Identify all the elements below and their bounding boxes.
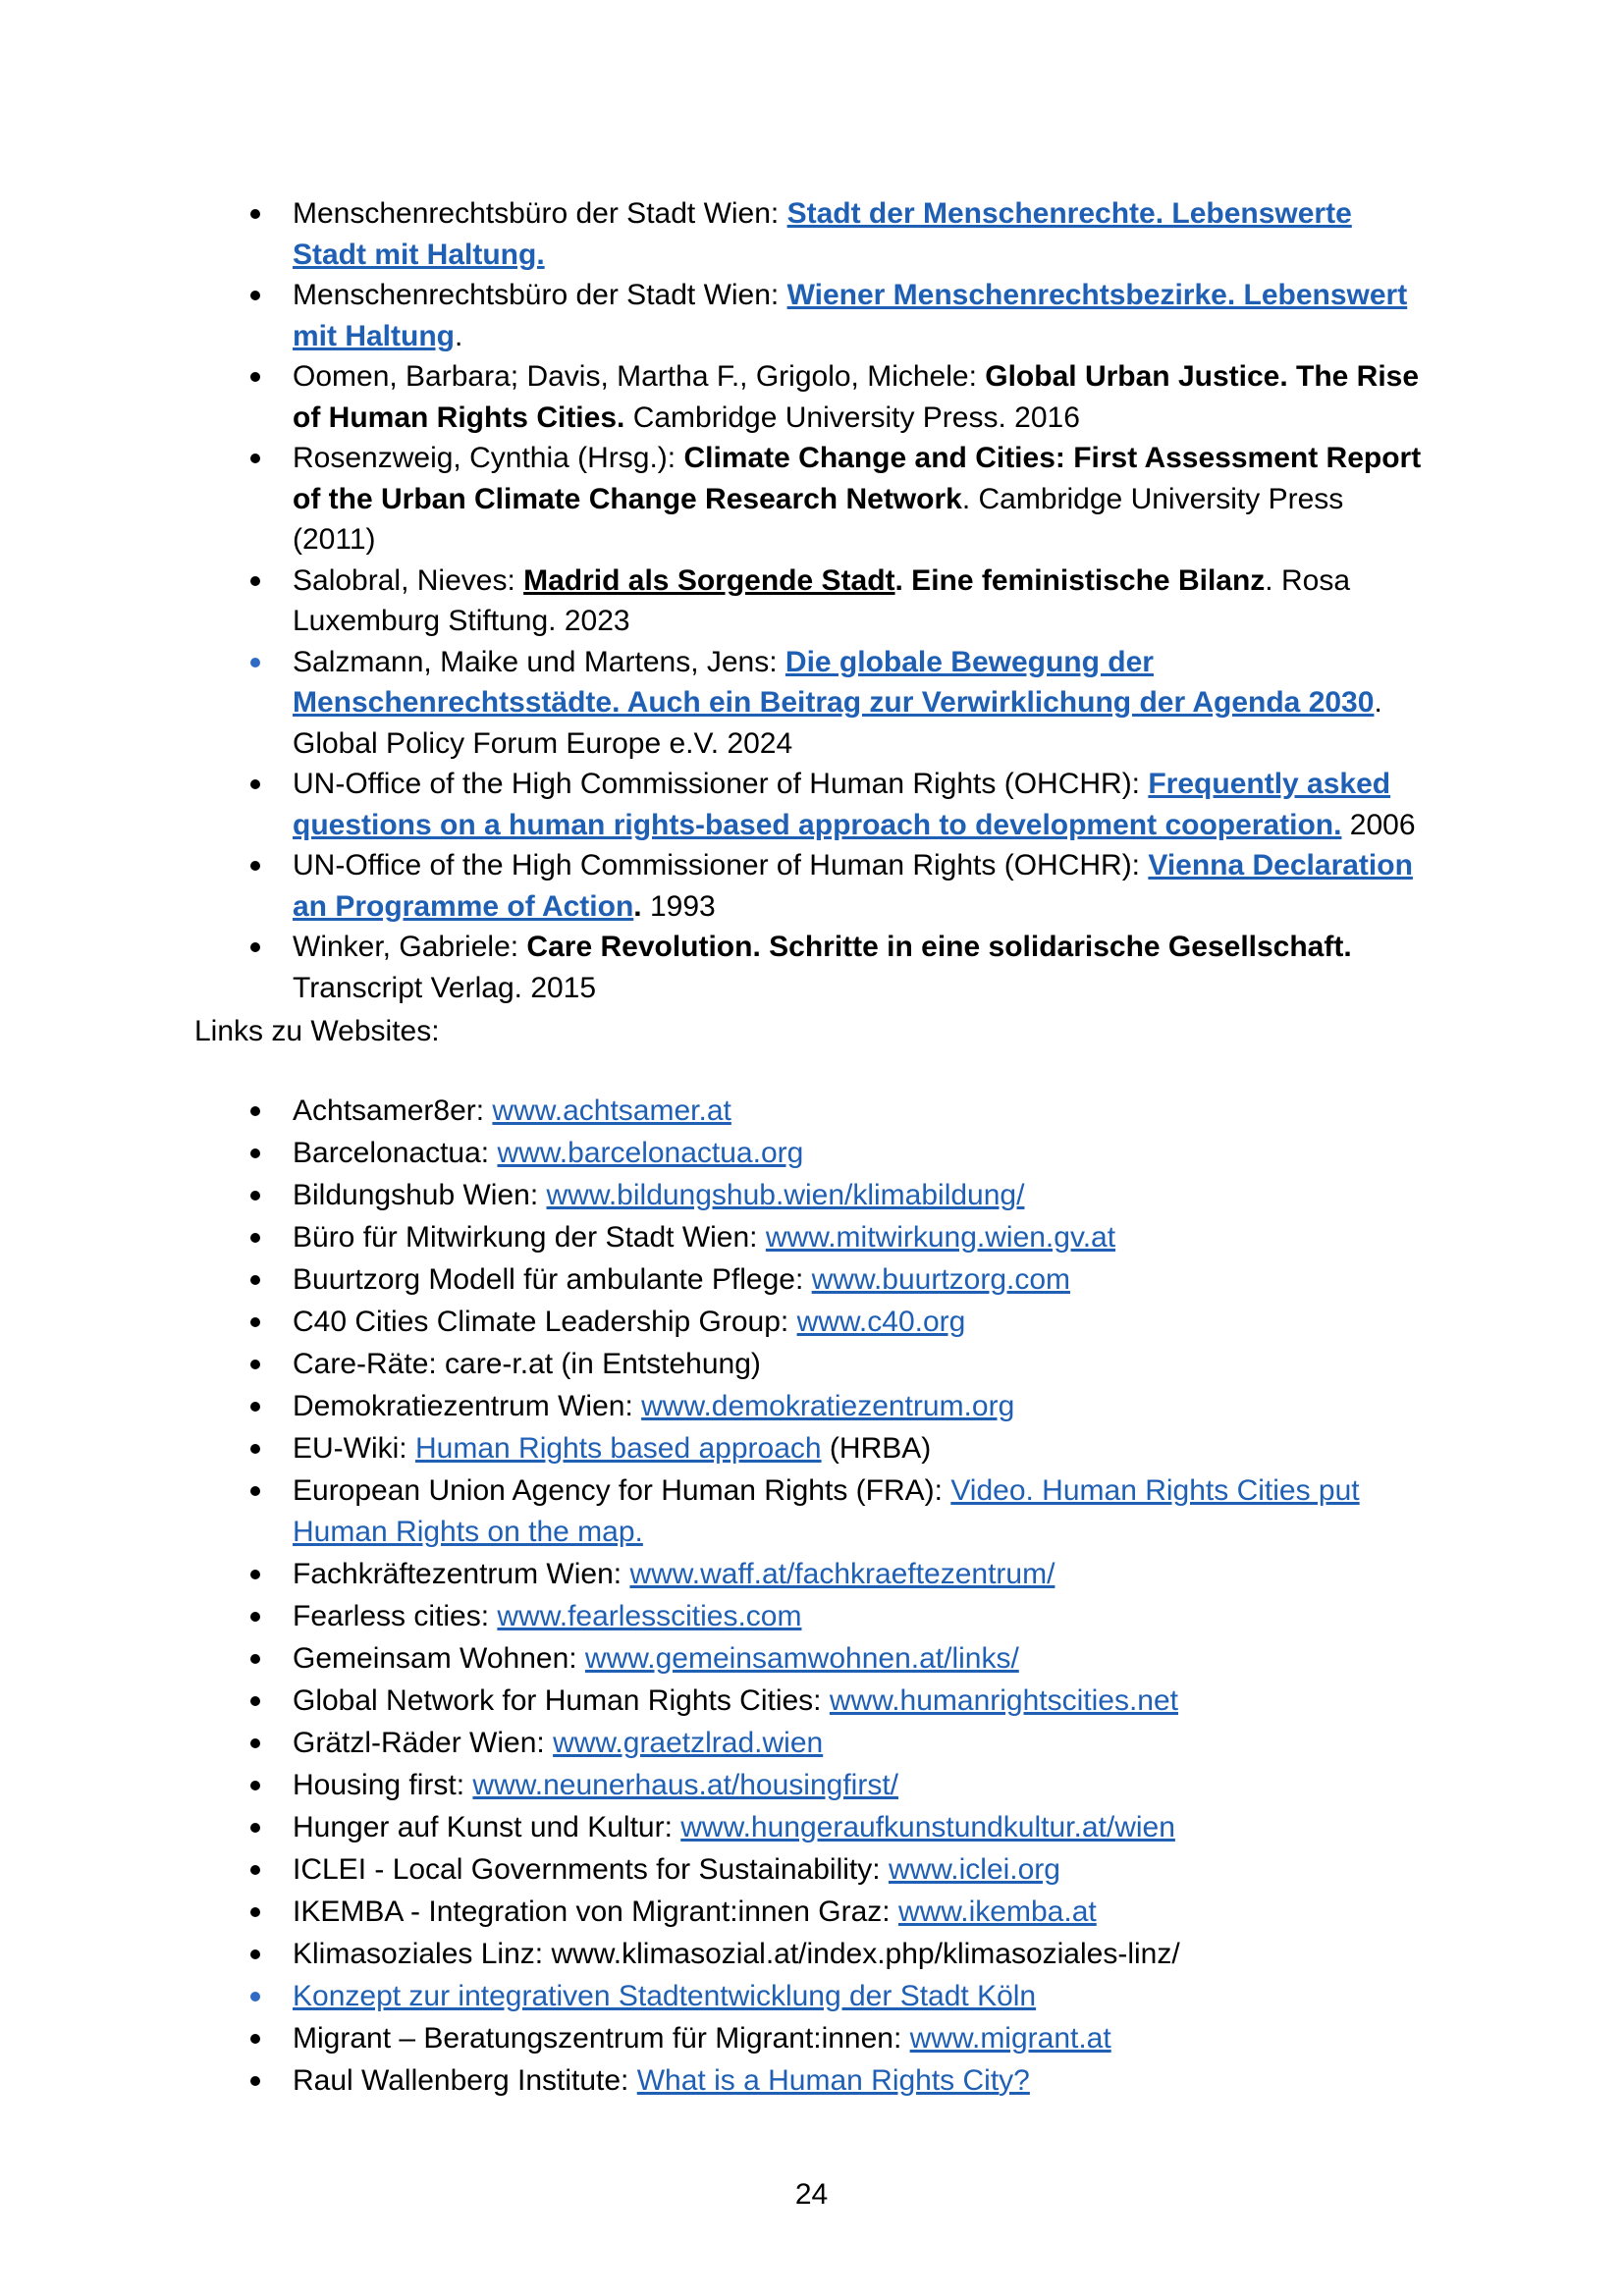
website-item — [0, 1934, 1422, 1975]
website-label: C40 Cities Climate Leadership Group: — [293, 1306, 797, 1338]
bullet-icon — [250, 576, 260, 586]
reference-title: Care Revolution. Schritte in eine solidarische Gesellschaft. — [526, 931, 1352, 963]
reference-item: Rosenzweig, Cynthia (Hrsg.): Climate Change and Cities: First Assessment Report of the Urban Climate Change Research Network. Cambridge University Press (2011) — [0, 438, 1422, 561]
bullet-icon — [250, 1233, 260, 1243]
reference-item: Salobral, Nieves: Madrid als Sorgende Stadt. Eine feministische Bilanz. Rosa Luxemburg Stiftung. 2023 — [0, 561, 1422, 642]
bullet-icon — [250, 1402, 260, 1412]
website-link[interactable]: www.bildungshub.wien/klimabildung/ — [546, 1179, 1025, 1211]
reference-title: Madrid als Sorgende Stadt — [523, 563, 895, 597]
website-item — [0, 2018, 1422, 2059]
bullet-icon — [250, 1191, 260, 1201]
website-item — [0, 1681, 1422, 1722]
reference-item: Winker, Gabriele: Care Revolution. Schritte in eine solidarische Gesellschaft. Transcript Verlag. 2015 — [0, 927, 1422, 1008]
website-item — [0, 1849, 1422, 1891]
bullet-icon — [250, 1360, 260, 1369]
website-link[interactable]: www.mitwirkung.wien.gv.at — [765, 1221, 1116, 1254]
reference-link[interactable]: Wiener Menschenrechtsbezirke. Lebenswert mit Haltung — [293, 279, 1408, 352]
reference-item: Salzmann, Maike und Martens, Jens: Die globale Bewegung der Menschenrechtsstädte. Auch ein Beitrag zur Verwirklichung der Agenda 2030. Global Policy Forum Europe e.V. 2024 — [0, 642, 1422, 765]
website-item — [0, 1723, 1422, 1764]
website-link[interactable]: www.buurtzorg.com — [811, 1263, 1071, 1296]
reference-item: Menschenrechtsbüro der Stadt Wien: Stadt der Menschenrechte. Lebenswerte Stadt mit Haltung. — [0, 193, 1422, 275]
bullet-icon — [250, 1444, 260, 1454]
website-link[interactable]: www.fearlesscities.com — [497, 1599, 802, 1632]
bullet-icon — [250, 1612, 260, 1622]
bullet-icon — [250, 1106, 260, 1116]
reference-subtitle: . Eine feministische Bilanz — [894, 563, 1266, 597]
website-item — [0, 1217, 1422, 1258]
website-label: Gemeinsam Wohnen: — [293, 1641, 585, 1675]
reference-link[interactable]: Vienna Declaration an Programme of Action — [293, 849, 1413, 923]
website-link[interactable]: www.waff.at/fachkraeftezentrum/ — [629, 1557, 1055, 1590]
website-label: Fachkräftezentrum Wien: — [293, 1557, 630, 1590]
bullet-icon — [250, 291, 260, 300]
website-item — [0, 1091, 1422, 1132]
bullet-icon — [250, 1992, 260, 2002]
website-label: Bildungshub Wien: — [293, 1179, 547, 1211]
website-label: Barcelonactua: — [293, 1137, 498, 1169]
reference-item: UN-Office of the High Commissioner of Human Rights (OHCHR): Vienna Declaration an Programme of Action. 1993 — [0, 845, 1422, 927]
website-label: Achtsamer8er: — [293, 1095, 493, 1127]
website-label: Housing first: — [293, 1768, 473, 1801]
bullet-icon — [250, 1949, 260, 1959]
website-label: Grätzl-Räder Wien: — [293, 1726, 554, 1759]
website-link[interactable]: www.migrant.at — [909, 2021, 1111, 2055]
reference-item: UN-Office of the High Commissioner of Human Rights (OHCHR): Frequently asked questions on a human rights-based approach to development cooperation. 2006 — [0, 764, 1422, 845]
bullet-icon — [250, 1865, 260, 1875]
bullet-icon — [250, 942, 260, 952]
website-label: Global Network for Human Rights Cities: — [293, 1683, 830, 1717]
bullet-icon — [250, 1486, 260, 1496]
website-label: Klimasoziales Linz: www.klimasozial.at/index.php/klimasoziales-linz/ — [293, 1937, 1180, 1970]
website-link[interactable]: www.humanrightscities.net — [829, 1683, 1179, 1717]
website-link[interactable]: Human Rights based approach — [414, 1432, 822, 1465]
website-label: Büro für Mitwirkung der Stadt Wien: — [293, 1221, 766, 1254]
bullet-icon — [250, 209, 260, 219]
website-link[interactable]: www.demokratiezentrum.org — [641, 1390, 1015, 1422]
website-link[interactable]: What is a Human Rights City? — [636, 2063, 1030, 2097]
website-label: Hunger auf Kunst und Kultur: — [293, 1810, 681, 1843]
bullet-icon — [250, 1823, 260, 1833]
website-item — [0, 1976, 1422, 2017]
website-link[interactable]: www.achtsamer.at — [492, 1095, 731, 1127]
website-link[interactable]: Video. Human Rights Cities put Human Rights on the map. — [293, 1474, 1360, 1548]
website-item — [0, 1638, 1422, 1680]
website-link[interactable]: www.barcelonactua.org — [497, 1137, 804, 1169]
bullet-icon — [250, 1275, 260, 1285]
reference-item: Oomen, Barbara; Davis, Martha F., Grigolo, Michele: Global Urban Justice. The Rise of Human Rights Cities. Cambridge University Press. 2016 — [0, 356, 1422, 438]
page-number: 24 — [794, 2178, 829, 2211]
website-item — [0, 1554, 1422, 1595]
bullet-icon — [250, 1570, 260, 1579]
bullet-icon — [250, 779, 260, 789]
website-item: EU-Wiki: Human Rights based approach (HRBA) — [0, 1428, 1422, 1469]
website-link[interactable]: www.gemeinsamwohnen.at/links/ — [584, 1641, 1019, 1675]
website-item — [0, 2060, 1422, 2102]
website-label: Demokratiezentrum Wien: — [293, 1390, 642, 1422]
bullet-icon — [250, 2076, 260, 2086]
website-item — [0, 1259, 1422, 1301]
reference-link[interactable]: Stadt der Menschenrechte. Lebenswerte Stadt mit Haltung. — [293, 197, 1352, 271]
website-link[interactable]: www.ikemba.at — [897, 1895, 1097, 1928]
website-link[interactable]: www.graetzlrad.wien — [553, 1726, 824, 1759]
website-item — [0, 1344, 1422, 1385]
website-label: Buurtzorg Modell für ambulante Pflege: — [293, 1263, 812, 1296]
website-label: Raul Wallenberg Institute: — [293, 2063, 637, 2097]
bullet-icon — [250, 372, 260, 382]
website-item — [0, 1470, 1422, 1552]
websites-list — [0, 1091, 1623, 2103]
website-label: IKEMBA - Integration von Migrant:innen Graz: — [293, 1895, 898, 1928]
bullet-icon — [250, 1148, 260, 1158]
website-label: ICLEI - Local Governments for Sustainability: — [293, 1852, 889, 1886]
reference-link[interactable]: Die globale Bewegung der Menschenrechtsstädte. Auch ein Beitrag zur Verwirklichung der Agenda 2030 — [293, 645, 1375, 719]
website-item — [0, 1386, 1422, 1427]
website-item — [0, 1807, 1422, 1848]
website-label: Migrant – Beratungszentrum für Migrant:innen: — [293, 2021, 910, 2055]
reference-item: Menschenrechtsbüro der Stadt Wien: Wiener Menschenrechtsbezirke. Lebenswert mit Haltung. — [0, 275, 1422, 356]
website-item — [0, 1765, 1422, 1806]
bullet-icon — [250, 861, 260, 871]
bullet-icon — [250, 1696, 260, 1706]
website-link[interactable]: www.c40.org — [796, 1306, 966, 1338]
website-link[interactable]: Konzept zur integrativen Stadtentwicklung der Stadt Köln — [293, 1979, 1037, 2012]
website-item — [0, 1892, 1422, 1933]
bullet-icon — [250, 2034, 260, 2044]
website-link[interactable]: www.neunerhaus.at/housingfirst/ — [472, 1768, 898, 1801]
website-item — [0, 1302, 1422, 1343]
website-label: Care-Räte: care-r.at (in Entstehung) — [293, 1348, 761, 1380]
website-label: Fearless cities: — [293, 1599, 498, 1632]
bullet-icon — [250, 1654, 260, 1664]
references-list — [0, 193, 1623, 1008]
reference-title: Global Urban Justice. The Rise of Human Rights Cities. — [293, 360, 1420, 434]
bullet-icon — [250, 454, 260, 463]
bullet-icon — [250, 1907, 260, 1917]
website-label: EU-Wiki: — [293, 1432, 415, 1465]
website-item — [0, 1133, 1422, 1174]
website-item — [0, 1175, 1422, 1216]
bullet-icon — [250, 658, 260, 667]
links-heading: Links zu Websites: — [194, 1015, 440, 1047]
website-item — [0, 1596, 1422, 1637]
website-label: European Union Agency for Human Rights (FRA): — [293, 1474, 951, 1507]
reference-title: Climate Change and Cities: First Assessment Report of the Urban Climate Change Research Network — [293, 442, 1422, 515]
website-link[interactable]: www.hungeraufkunstundkultur.at/wien — [680, 1810, 1175, 1843]
reference-link[interactable]: Frequently asked questions on a human rights-based approach to development cooperation. — [293, 768, 1391, 841]
website-link[interactable]: www.iclei.org — [888, 1852, 1060, 1886]
bullet-icon — [250, 1317, 260, 1327]
bullet-icon — [250, 1781, 260, 1790]
bullet-icon — [250, 1738, 260, 1748]
